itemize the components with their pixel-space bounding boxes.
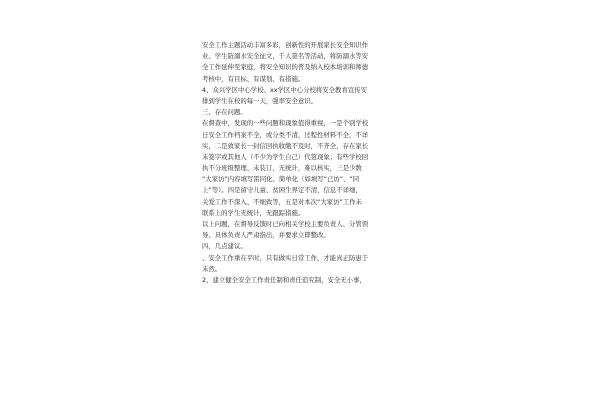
text-line: “大家访”内容填写雷同化、简单化（如填写“已访”、“同 (202, 175, 360, 184)
text-line: 未签字或其他人（不少为学生自己）代签现象；有些学校回 (202, 152, 369, 161)
text-line: 4、众兴学区中心学校、xx学区中心分校将安全教育宣传安 (202, 85, 368, 94)
text-line: 实，二是致家长一封信回执收缴不及时，不齐全，存在家长 (202, 141, 369, 150)
text-line: 执不分班级整理、未装订，无统计，难以核实，三是少数 (202, 164, 362, 173)
text-line: 日安全工作档案不全，或分类不清，过程性材料不全，不详 (202, 130, 369, 139)
text-line: 、安全工作重在平时，只有做实日常工作，才能真正防患于 (202, 253, 369, 262)
text-line: 排到学生在校的每一天，强率安全意识。 (202, 96, 318, 105)
text-line: 关爱工作不深入、不细致等，五是对本次“大家访”工作未 (202, 197, 362, 206)
text-line: 2、建立健全安全工作责任制和责任追究制，安全无小事， (202, 275, 366, 284)
section-heading: 四、几点建议。 (202, 242, 247, 251)
document-body (202, 40, 402, 286)
section-heading: 三、存在问题。 (202, 108, 247, 117)
text-line: 考核中，有目标、有谋划、有措施。 (202, 74, 305, 83)
text-line: 全工作延伸至家庭，将安全知识的普及纳入校本培训和师德 (202, 63, 369, 72)
text-line: 未然。 (202, 264, 222, 273)
text-line: 业、学生防溺水安全征文、千人签名等活动，将防溺水等安 (202, 52, 369, 61)
text-line: 联系上的学生无统计，无跟踪措施。 (202, 208, 305, 217)
text-line: 安全工作主题活动丰富多彩，创新性的开展家长安全知识作 (202, 41, 369, 49)
text-line: 导、具体负责人严肃指出，并要求立即整改。 (202, 231, 330, 240)
text-line: 在督查中，发现的一些问题和现象值得重视，一是个别学校 (202, 119, 369, 128)
text-line: 以上问题，在督导反馈时已向相关学校主要负责人、分管领 (202, 220, 369, 228)
text-line: 上”等）。四是留守儿童、贫困生界定不清，信息不详细， (202, 186, 362, 195)
